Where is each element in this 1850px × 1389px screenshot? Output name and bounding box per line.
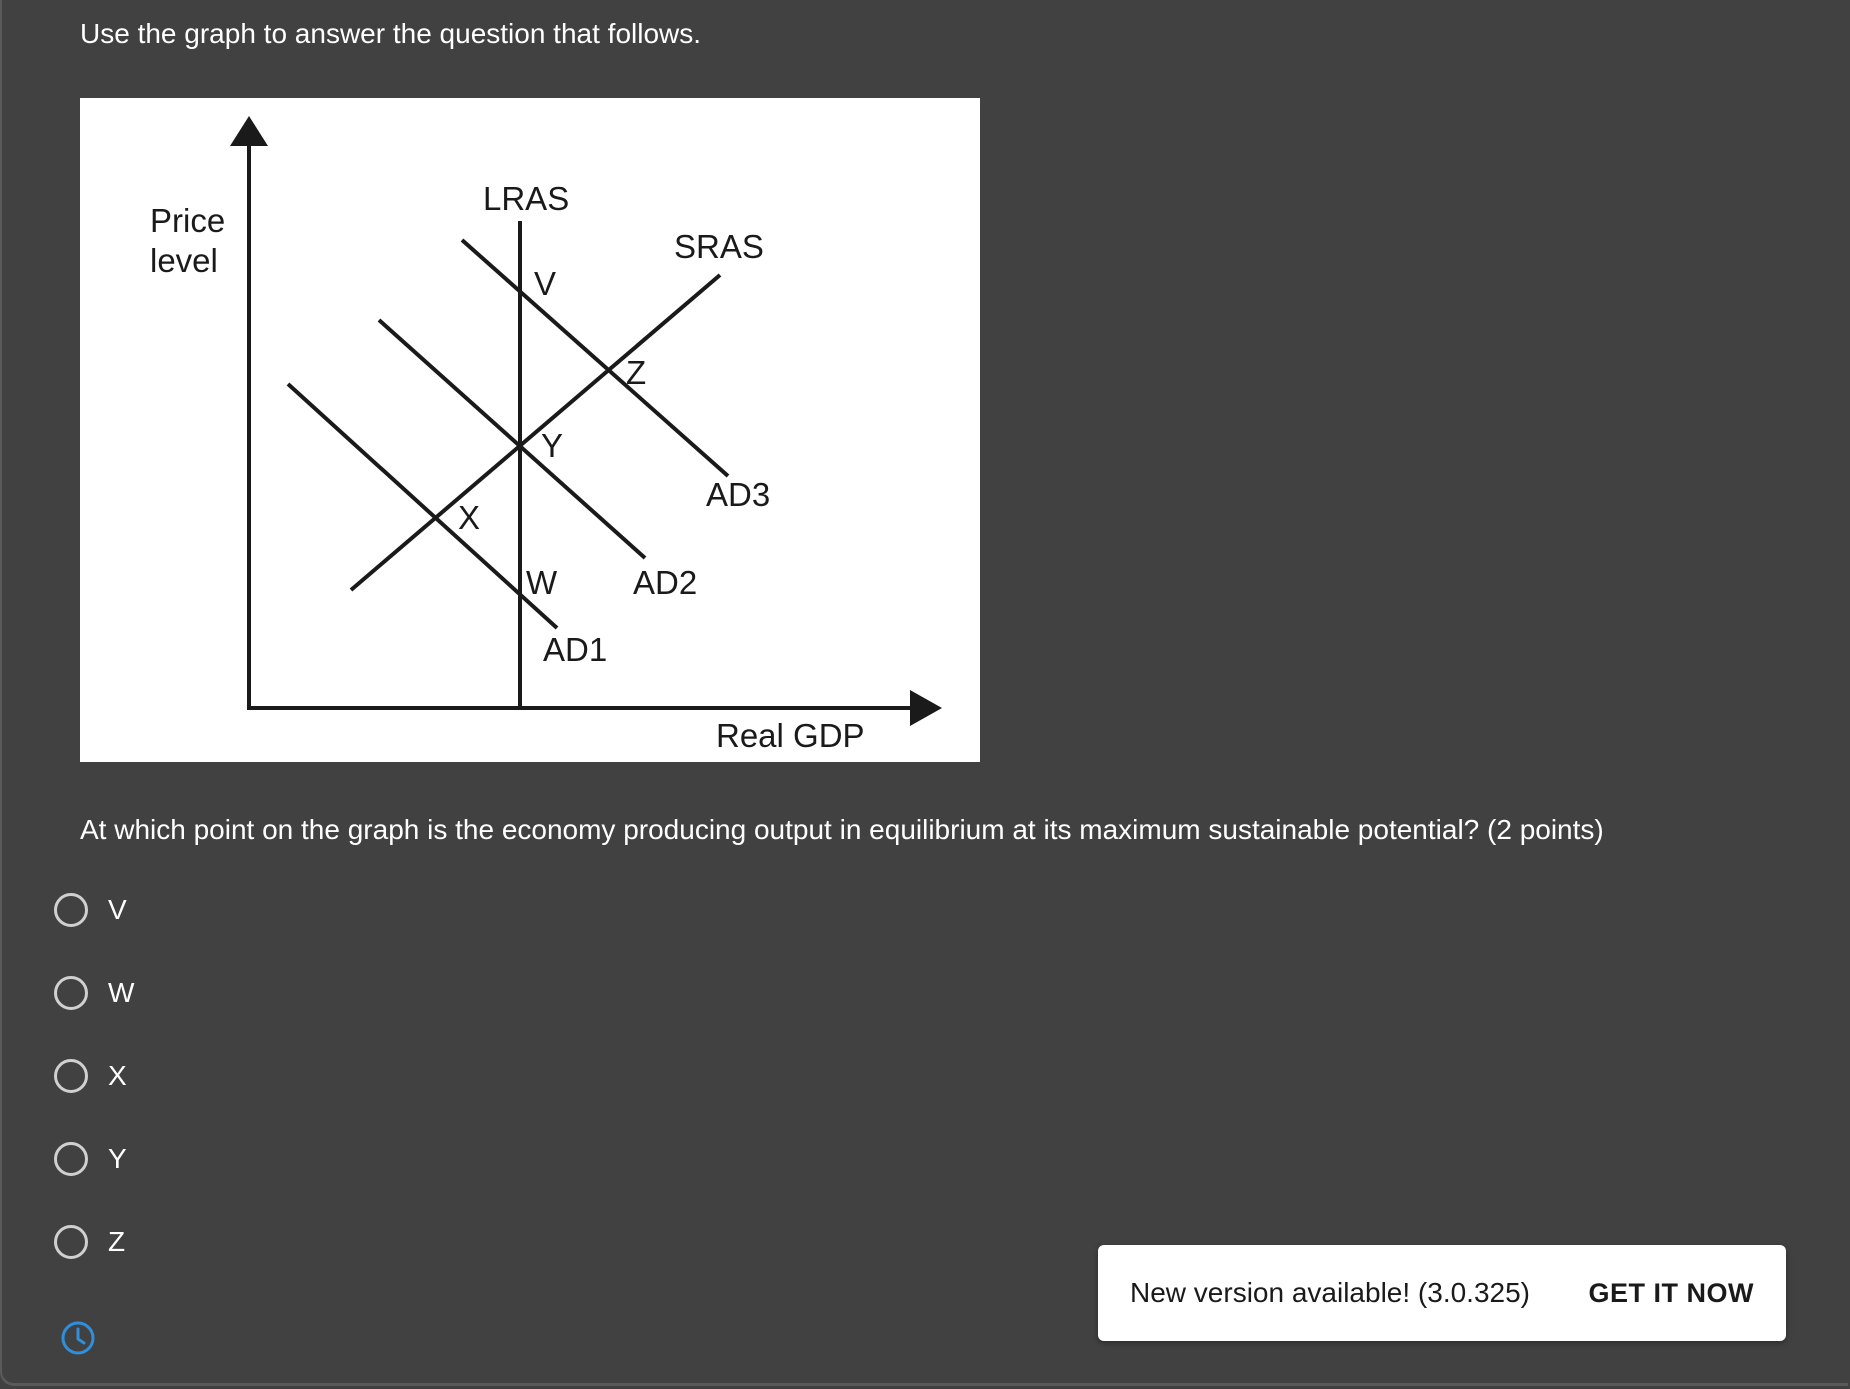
option-label: Y bbox=[108, 1142, 127, 1174]
option-z[interactable] bbox=[54, 1200, 134, 1283]
option-label: Z bbox=[108, 1225, 126, 1257]
sras-line bbox=[351, 275, 720, 590]
clock-icon[interactable] bbox=[60, 1320, 96, 1356]
x-axis-arrow bbox=[910, 690, 942, 726]
ad3-label: AD3 bbox=[706, 476, 771, 513]
radio-button[interactable] bbox=[54, 1059, 88, 1093]
option-label: W bbox=[108, 976, 135, 1008]
ad3-line bbox=[462, 240, 728, 476]
get-it-now-button[interactable]: GET IT NOW bbox=[1588, 1277, 1754, 1308]
lras-label: LRAS bbox=[483, 180, 570, 217]
economics-graph bbox=[80, 98, 980, 762]
ad1-line bbox=[288, 384, 557, 628]
y-axis-label-line2: level bbox=[150, 242, 218, 279]
toast-message: New version available! (3.0.325) bbox=[1130, 1277, 1530, 1308]
question-text: At which point on the graph is the economy producing output in equilibrium at its maximum sustainable potential? (2 points) bbox=[80, 814, 1604, 845]
ad2-line bbox=[379, 320, 645, 558]
instruction-text: Use the graph to answer the question that follows. bbox=[80, 18, 702, 49]
radio-button[interactable] bbox=[54, 1225, 88, 1259]
option-label: V bbox=[108, 893, 127, 925]
y-axis-arrow bbox=[230, 116, 268, 146]
y-axis-label-line1: Price bbox=[150, 202, 226, 239]
sras-label: SRAS bbox=[674, 228, 764, 265]
point-v-label: V bbox=[534, 265, 557, 302]
answer-options bbox=[54, 868, 134, 1283]
option-label: X bbox=[108, 1059, 127, 1091]
radio-button[interactable] bbox=[54, 893, 88, 927]
option-w[interactable] bbox=[54, 951, 134, 1034]
point-y-label: Y bbox=[541, 427, 564, 464]
ad2-label: AD2 bbox=[633, 564, 698, 601]
option-x[interactable] bbox=[54, 1034, 134, 1117]
update-toast bbox=[1098, 1245, 1786, 1341]
radio-button[interactable] bbox=[54, 1142, 88, 1176]
ad1-label: AD1 bbox=[543, 631, 608, 668]
option-v[interactable] bbox=[54, 868, 134, 951]
point-z-label: Z bbox=[626, 354, 647, 391]
radio-button[interactable] bbox=[54, 976, 88, 1010]
x-axis-label: Real GDP bbox=[716, 717, 865, 754]
point-w-label: W bbox=[526, 564, 558, 601]
point-x-label: X bbox=[458, 499, 481, 536]
option-y[interactable] bbox=[54, 1117, 134, 1200]
